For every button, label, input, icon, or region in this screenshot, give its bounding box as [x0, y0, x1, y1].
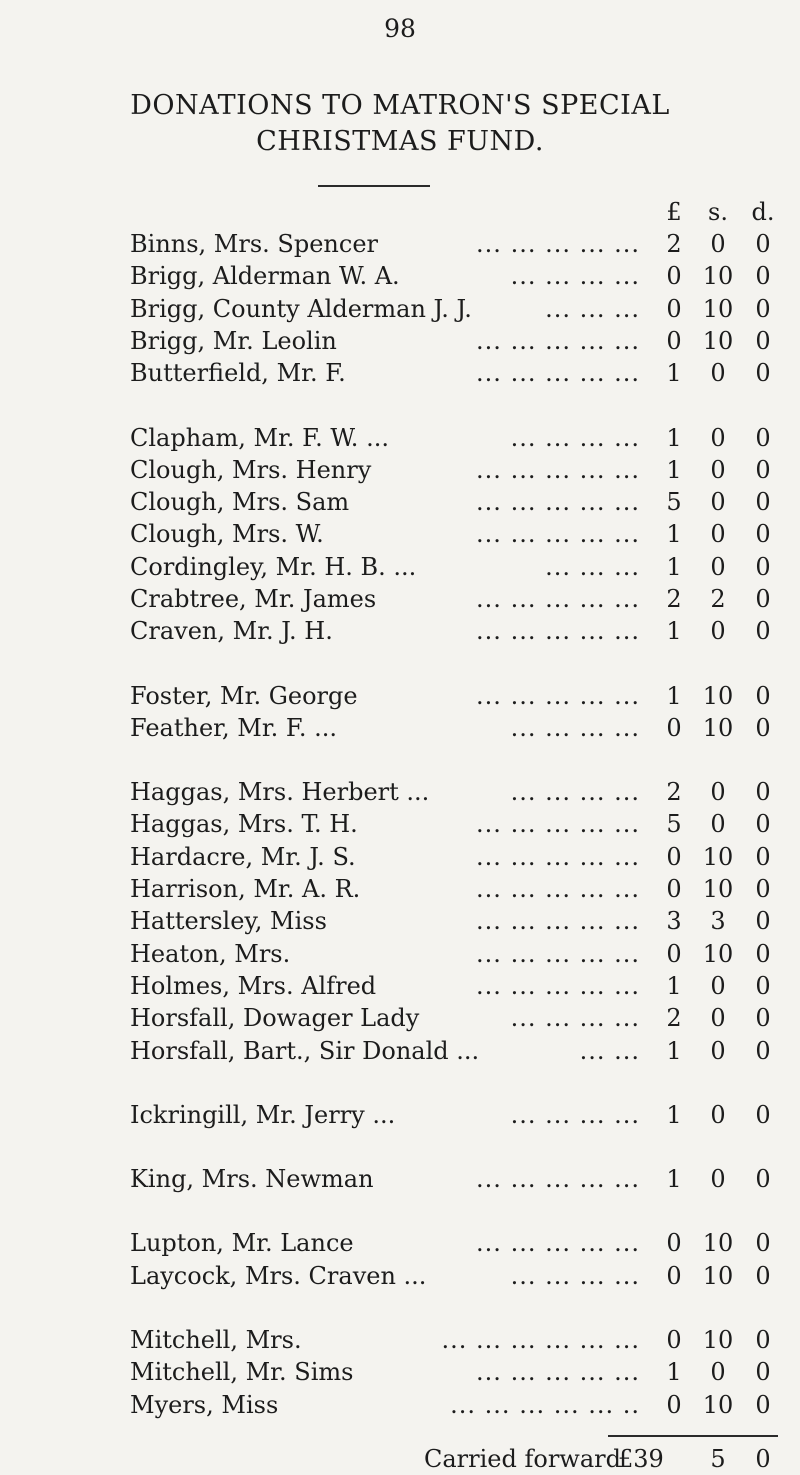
amount-pounds: 1 — [666, 456, 682, 484]
donation-row — [0, 454, 800, 486]
amount-pence: 0 — [755, 1037, 771, 1065]
title-line-1: DONATIONS TO MATRON'S SPECIAL — [130, 90, 670, 121]
amount-shillings: 0 — [710, 1358, 726, 1386]
amount-pence: 0 — [755, 585, 771, 613]
donor-name: Haggas, Mrs. T. H. — [130, 810, 358, 838]
amount-pounds: 1 — [666, 553, 682, 581]
amount-shillings: 0 — [710, 230, 726, 258]
donor-name: Brigg, Alderman W. A. — [130, 262, 400, 290]
donation-row — [0, 1260, 800, 1292]
amount-pounds: 0 — [666, 295, 682, 323]
amount-shillings: 0 — [710, 1165, 726, 1193]
amount-pounds: 1 — [666, 359, 682, 387]
amount-pounds: 1 — [666, 520, 682, 548]
amount-shillings: 10 — [702, 682, 734, 710]
leader-dots: ... ... ... ... ... — [476, 810, 640, 838]
amount-pence: 0 — [755, 553, 771, 581]
amount-pounds: 2 — [666, 585, 682, 613]
leader-dots: ... ... ... ... ... — [476, 843, 640, 871]
amount-pounds: 0 — [666, 940, 682, 968]
amount-pence: 0 — [755, 488, 771, 516]
donation-row — [0, 938, 800, 970]
donation-row — [0, 325, 800, 357]
donor-name: Heaton, Mrs. — [130, 940, 291, 968]
donor-name: Clough, Mrs. W. — [130, 520, 324, 548]
leader-dots: ... ... ... ... ... — [476, 617, 640, 645]
amount-pounds: 0 — [666, 262, 682, 290]
amount-pounds: 0 — [666, 1262, 682, 1290]
donor-name: Crabtree, Mr. James — [130, 585, 377, 613]
leader-dots: ... ... ... ... — [510, 262, 640, 290]
amount-pounds: 1 — [666, 1358, 682, 1386]
amount-shillings: 0 — [710, 617, 726, 645]
leader-dots: ... ... ... ... ... — [476, 682, 640, 710]
carried-forward-row — [0, 1443, 800, 1475]
amount-shillings: 10 — [702, 327, 734, 355]
donation-row — [0, 1002, 800, 1034]
total-rule — [608, 1435, 778, 1437]
donor-name: Horsfall, Dowager Lady — [130, 1004, 420, 1032]
donor-name: Ickringill, Mr. Jerry ... — [130, 1101, 396, 1129]
amount-pence: 0 — [755, 1004, 771, 1032]
leader-dots: ... ... ... ... ... — [476, 456, 640, 484]
donation-row — [0, 518, 800, 550]
amount-pence: 0 — [755, 456, 771, 484]
donation-row — [0, 776, 800, 808]
amount-pence: 0 — [755, 1229, 771, 1257]
donation-row — [0, 1227, 800, 1259]
carried-forward-label: Carried forward — [424, 1445, 621, 1473]
leader-dots: ... ... ... ... ... — [476, 1165, 640, 1193]
amount-shillings: 10 — [702, 1229, 734, 1257]
donor-name: Harrison, Mr. A. R. — [130, 875, 361, 903]
amount-pounds: 1 — [666, 682, 682, 710]
amount-shillings: 10 — [702, 843, 734, 871]
amount-shillings: 10 — [702, 714, 734, 742]
donor-name: Binns, Mrs. Spencer — [130, 230, 379, 258]
leader-dots: ... ... ... ... ... — [476, 488, 640, 516]
donation-row — [0, 486, 800, 518]
amount-pence: 0 — [755, 1391, 771, 1419]
amount-pence: 0 — [755, 875, 771, 903]
amount-shillings: 10 — [702, 1326, 734, 1354]
leader-dots: ... ... ... ... ... — [476, 585, 640, 613]
amount-shillings: 10 — [702, 940, 734, 968]
leader-dots: ... ... ... ... — [510, 778, 640, 806]
amount-pounds: 2 — [666, 1004, 682, 1032]
amount-pence: 0 — [755, 843, 771, 871]
donor-name: Holmes, Mrs. Alfred — [130, 972, 377, 1000]
amount-pence: 0 — [755, 1358, 771, 1386]
amount-pounds: 0 — [666, 327, 682, 355]
header-pounds: £ — [666, 198, 682, 226]
donor-name: Clough, Mrs. Sam — [130, 488, 350, 516]
amount-pence: 0 — [755, 295, 771, 323]
leader-dots: ... ... ... ... ... ... — [441, 1326, 640, 1354]
donation-row — [0, 228, 800, 260]
donation-row — [0, 1163, 800, 1195]
amount-pounds: 0 — [666, 1326, 682, 1354]
amount-shillings: 10 — [702, 295, 734, 323]
amount-pence: 0 — [755, 682, 771, 710]
amount-pounds: 1 — [666, 1101, 682, 1129]
amount-shillings: 0 — [710, 553, 726, 581]
amount-shillings: 10 — [702, 1391, 734, 1419]
donation-row — [0, 1035, 800, 1067]
amount-pounds: 2 — [666, 230, 682, 258]
amount-pence: 0 — [755, 972, 771, 1000]
donor-name: Cordingley, Mr. H. B. ... — [130, 553, 417, 581]
amount-pence: 0 — [755, 810, 771, 838]
amount-pounds: 1 — [666, 1037, 682, 1065]
amount-pounds: 0 — [666, 875, 682, 903]
amount-pence: 0 — [755, 1262, 771, 1290]
leader-dots: ... ... ... ... ... — [476, 520, 640, 548]
leader-dots: ... ... ... ... — [510, 714, 640, 742]
donation-row — [0, 583, 800, 615]
amount-pence: 0 — [755, 1165, 771, 1193]
amount-shillings: 0 — [710, 520, 726, 548]
amount-pence: 0 — [755, 907, 771, 935]
donation-row — [0, 357, 800, 389]
donation-row — [0, 1099, 800, 1131]
donor-name: Laycock, Mrs. Craven ... — [130, 1262, 427, 1290]
donation-row — [0, 1389, 800, 1421]
amount-pounds: 0 — [666, 714, 682, 742]
amount-shillings: 3 — [710, 907, 726, 935]
leader-dots: ... ... ... ... ... — [476, 875, 640, 903]
amount-pence: 0 — [755, 230, 771, 258]
amount-shillings: 0 — [710, 488, 726, 516]
amount-pence: 0 — [755, 262, 771, 290]
donor-name: Mitchell, Mr. Sims — [130, 1358, 354, 1386]
carried-forward-shillings: 5 — [710, 1445, 726, 1473]
amount-pounds: 3 — [666, 907, 682, 935]
amount-pounds: 5 — [666, 488, 682, 516]
amount-pounds: 0 — [666, 1229, 682, 1257]
amount-shillings: 0 — [710, 810, 726, 838]
donor-name: Lupton, Mr. Lance — [130, 1229, 354, 1257]
donor-name: Craven, Mr. J. H. — [130, 617, 333, 645]
donor-name: Clough, Mrs. Henry — [130, 456, 372, 484]
amount-shillings: 0 — [710, 1101, 726, 1129]
amount-shillings: 0 — [710, 456, 726, 484]
leader-dots: ... ... ... — [545, 295, 640, 323]
title-line-2: CHRISTMAS FUND. — [256, 126, 544, 157]
amount-shillings: 0 — [710, 359, 726, 387]
donor-name: Mitchell, Mrs. — [130, 1326, 302, 1354]
amount-pence: 0 — [755, 359, 771, 387]
leader-dots: ... ... ... ... ... — [476, 359, 640, 387]
amount-shillings: 10 — [702, 875, 734, 903]
page-title — [0, 88, 800, 160]
amount-pence: 0 — [755, 424, 771, 452]
leader-dots: ... ... ... ... ... — [476, 1358, 640, 1386]
amount-pence: 0 — [755, 778, 771, 806]
carried-forward-pence: 0 — [755, 1445, 771, 1473]
donation-row — [0, 680, 800, 712]
donor-name: King, Mrs. Newman — [130, 1165, 374, 1193]
amount-pounds: 5 — [666, 810, 682, 838]
donor-name: Horsfall, Bart., Sir Donald ... — [130, 1037, 480, 1065]
donor-name: Brigg, Mr. Leolin — [130, 327, 337, 355]
donor-name: Feather, Mr. F. ... — [130, 714, 337, 742]
donation-row — [0, 422, 800, 454]
amount-pounds: 1 — [666, 972, 682, 1000]
donor-name: Haggas, Mrs. Herbert ... — [130, 778, 430, 806]
donor-name: Myers, Miss — [130, 1391, 279, 1419]
amount-pounds: 1 — [666, 617, 682, 645]
donation-row — [0, 1356, 800, 1388]
amount-shillings: 0 — [710, 778, 726, 806]
amount-shillings: 10 — [702, 262, 734, 290]
amount-pence: 0 — [755, 714, 771, 742]
leader-dots: ... ... ... ... ... .. — [450, 1391, 640, 1419]
amount-pounds: 0 — [666, 1391, 682, 1419]
donation-row — [0, 260, 800, 292]
amount-pounds: 1 — [666, 424, 682, 452]
leader-dots: ... ... ... ... — [510, 424, 640, 452]
amount-pounds: 2 — [666, 778, 682, 806]
leader-dots: ... ... ... ... ... — [476, 907, 640, 935]
donation-row — [0, 1324, 800, 1356]
header-shillings: s. — [708, 198, 728, 226]
donor-name: Brigg, County Alderman J. J. — [130, 295, 472, 323]
amount-shillings: 10 — [702, 1262, 734, 1290]
donation-row — [0, 873, 800, 905]
amount-shillings: 2 — [710, 585, 726, 613]
leader-dots: ... ... ... ... — [510, 1004, 640, 1032]
leader-dots: ... ... ... ... ... — [476, 1229, 640, 1257]
amount-pence: 0 — [755, 617, 771, 645]
donor-name: Hardacre, Mr. J. S. — [130, 843, 356, 871]
leader-dots: ... ... ... ... ... — [476, 972, 640, 1000]
leader-dots: ... ... ... ... ... — [476, 230, 640, 258]
header-pence: d. — [751, 198, 775, 226]
donation-row — [0, 615, 800, 647]
leader-dots: ... ... ... — [545, 553, 640, 581]
donation-row — [0, 712, 800, 744]
amount-shillings: 0 — [710, 424, 726, 452]
donation-row — [0, 551, 800, 583]
leader-dots: ... ... ... ... — [510, 1262, 640, 1290]
amount-pence: 0 — [755, 327, 771, 355]
amount-pence: 0 — [755, 940, 771, 968]
donor-name: Foster, Mr. George — [130, 682, 358, 710]
title-divider — [318, 185, 430, 187]
amount-pence: 0 — [755, 1101, 771, 1129]
amount-pounds: 0 — [666, 843, 682, 871]
amount-shillings: 0 — [710, 1004, 726, 1032]
amount-pounds: 1 — [666, 1165, 682, 1193]
donor-name: Hattersley, Miss — [130, 907, 327, 935]
leader-dots: ... ... — [579, 1037, 640, 1065]
carried-forward-pounds: £39 — [618, 1445, 664, 1473]
amount-pence: 0 — [755, 1326, 771, 1354]
page-number: 98 — [384, 14, 416, 43]
amount-pence: 0 — [755, 520, 771, 548]
donation-row — [0, 905, 800, 937]
donation-row — [0, 293, 800, 325]
amount-shillings: 0 — [710, 1037, 726, 1065]
donor-name: Clapham, Mr. F. W. ... — [130, 424, 389, 452]
leader-dots: ... ... ... ... ... — [476, 940, 640, 968]
donation-row — [0, 970, 800, 1002]
leader-dots: ... ... ... ... ... — [476, 327, 640, 355]
leader-dots: ... ... ... ... — [510, 1101, 640, 1129]
donation-row — [0, 841, 800, 873]
donation-row — [0, 808, 800, 840]
amount-shillings: 0 — [710, 972, 726, 1000]
donor-name: Butterfield, Mr. F. — [130, 359, 346, 387]
